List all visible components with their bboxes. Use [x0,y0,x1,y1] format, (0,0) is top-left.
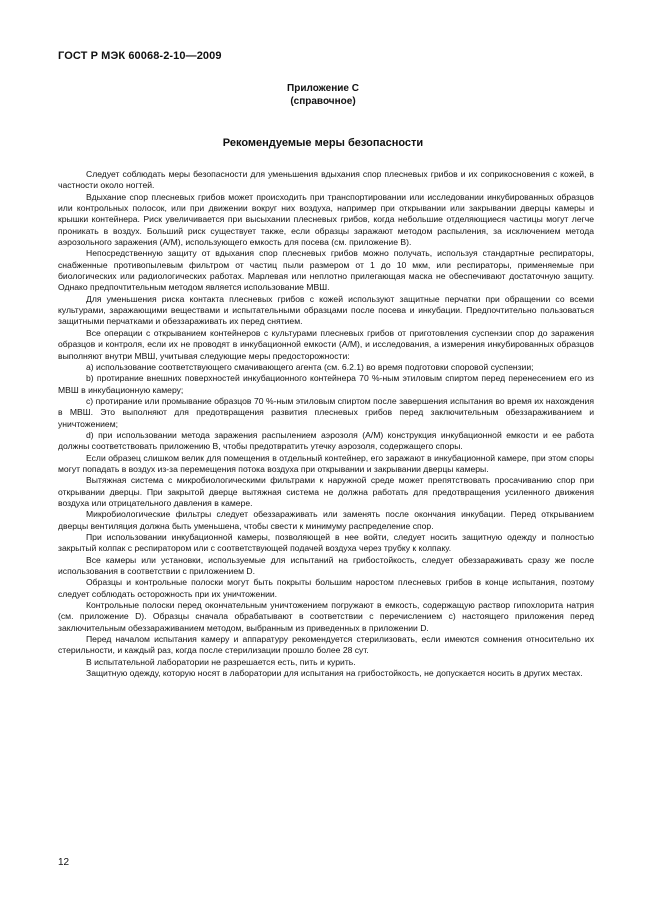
paragraph: Вытяжная система с микробиологическими фильтрами к наружной среде может препятствовать просачиванию спор при открывании дверцы. При закрытой дверце вытяжная система не должна работать для предотвращения усиленного движения воздуха или отрицательного давления в камере. [58,475,594,508]
list-item-a: а) использование соответствующего смачивающего агента (см. 6.2.1) во время подготовки споровой суспензии; [86,361,534,372]
paragraph: Для уменьшения риска контакта плесневых грибов с кожей используют защитные перчатки при обращении со всеми культурами, заражающими веществами и испытательными образцами после посева и инкубации. Предпочтительно пользоваться защитными перчатками и обеззараживать их перед снятием. [58,293,594,327]
paragraph: Образцы и контрольные полоски могут быть покрыты большим наростом плесневых грибов в конце испытания, поэтому следует соблюдать осторожность при их уничтожении. [58,577,594,599]
appendix-subtitle: (справочное) [290,96,356,107]
list-item-d: d) при использовании метода заражения распылением аэрозоля (А/М) конструкция инкубационной емкости и ее работа должны соответствовать приложению В, чтобы предотвратить утечку аэрозоля, содержащего споры. [58,429,594,452]
paragraph: В испытательной лаборатории не разрешается есть, пить и курить. [86,656,356,667]
section-title: Рекомендуемые меры безопасности [222,137,424,149]
paragraph: Микробиологические фильтры следует обеззараживать или заменять после окончания инкубации. Перед открыванием дверцы вентиляция должна быть уменьшена, чтобы свести к минимуму распределение спор. [58,509,594,531]
paragraph: Защитную одежду, которую носят в лаборатории для испытания на грибостойкость, не допускается носить в других местах. [86,668,583,679]
body-text [58,169,594,679]
paragraph: Перед началом испытания камеру и аппаратуру рекомендуется стерилизовать, если имеются сомнения относительно их стерильности, и каждый раз, когда после стерилизации прошло более 28 сут. [58,634,594,656]
list-item-b: b) протирание внешних поверхностей инкубационного контейнера 70 %-ным этиловым спиртом перед перенесением его из МВШ в инкубационную камеру; [58,373,594,395]
paragraph: Все камеры или установки, используемые для испытаний на грибостойкость, следует обеззараживать сразу же после использования в соответствии с приложением D. [58,554,594,577]
page-number: 12 [58,857,70,868]
paragraph: При использовании инкубационной камеры, позволяющей в нее войти, следует носить защитную одежду и полностью закрытый колпак с респиратором или с соответствующей подачей воздуха через трубку к колпаку. [58,532,594,554]
paragraph: Контрольные полоски перед окончательным уничтожением погружают в емкость, содержащую раствор гипохлорита натрия (см. приложение D). Образцы сначала обрабатывают в соответствии с перечислением с) настоящего приложения перед заключительным обеззараживанием методом, выбранным из приведенных в приложении D. [58,600,594,633]
standard-header: ГОСТ Р МЭК 60068-2-10—2009 [58,50,222,62]
paragraph: Все операции с открыванием контейнеров с культурами плесневых грибов от приготовления суспензии спор до заражения образцов и контроля, если их не проводят в инкубационной емкости (А/М), и исследования, а измерения инкубированных образцов выполняют внутри МВШ, учитывая следующие меры предосторожности: [58,327,594,361]
appendix-title: Приложение С [287,83,359,94]
paragraph: Если образец слишком велик для помещения в отдельный контейнер, его заражают в инкубационной камере, при этом споры могут попадать в воздух из-за перемещения потока воздуха при открывании и закрывании дверцы камеры. [58,452,594,474]
paragraph: Следует соблюдать меры безопасности для уменьшения вдыхания спор плесневых грибов и их соприкосновения с кожей, в частности около ногтей. [58,169,594,191]
paragraph: Вдыхание спор плесневых грибов может происходить при транспортировании или исследовании инкубированных образцов или контрольных полосок, или при движении вокруг них воздуха, например при открывании или закрывании дверцы камеры и крышки контейнера. Риск увеличивается при высыхании плесневых грибов, когда небольшие отделяющиеся частицы могут легче проникать в воздух. Больший риск существует также, если образцы заражают методом распыления, за исключением метода аэрозольного заражения (А/М), использующего емкость для посева (см. приложение В). [58,191,594,248]
list-item-c: с) протирание или промывание образцов 70 %-ным этиловым спиртом после завершения испытания во время их нахождения в МВШ. Это выполняют для предотвращения развития плесневых грибов перед заключительным обеззараживанием и уничтожением; [58,395,594,429]
paragraph: Непосредственную защиту от вдыхания спор плесневых грибов можно получать, используя стандартные респираторы, снабженные противопылевым фильтром от частиц пыли размером от 1 до 10 мкм, или респираторы, применяемые при биологических или радиологических работах. Марлевая или неплотно прилегающая маска не обеспечивают достаточную защиту. Однако предпочтительным методом является использование МВШ. [58,248,594,293]
